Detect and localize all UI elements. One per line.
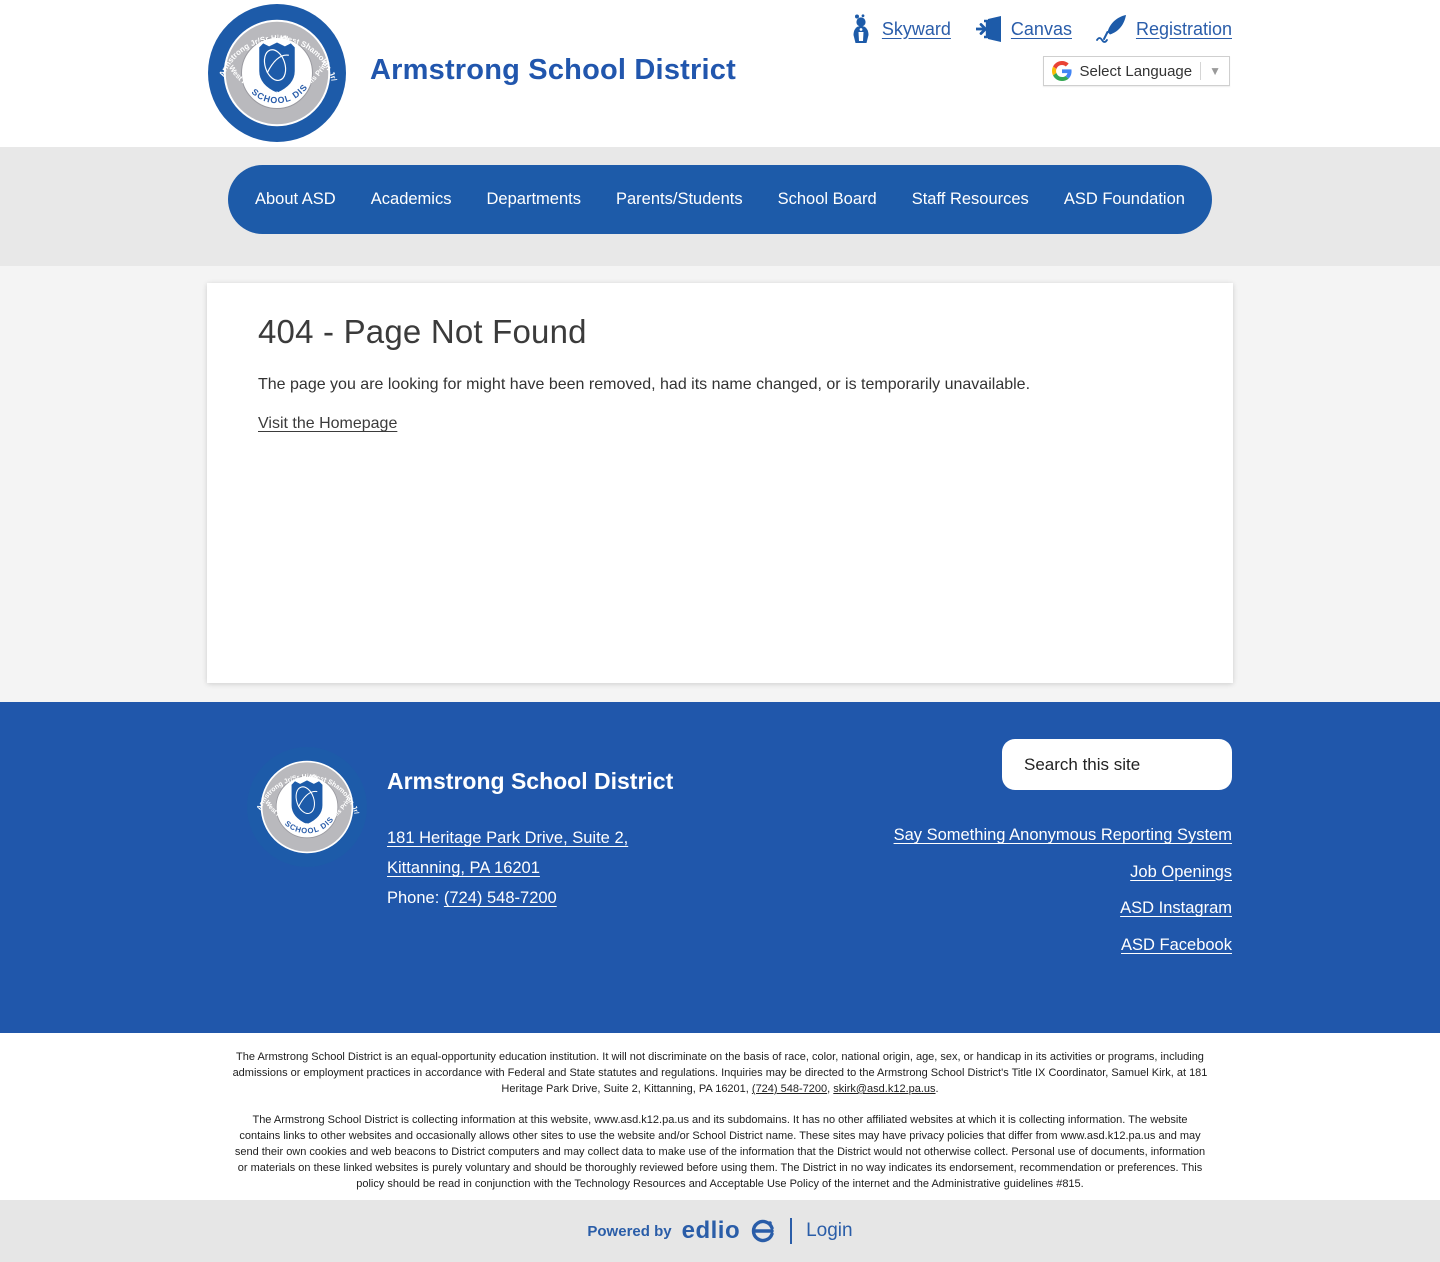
- site-footer: [0, 702, 1440, 1033]
- canvas-link-label: Canvas: [1010, 18, 1072, 39]
- nav-strip: [0, 147, 1440, 266]
- footer-link-say-something[interactable]: Say Something Anonymous Reporting System: [893, 826, 1232, 844]
- legal-email-link[interactable]: skirk@asd.k12.pa.us: [833, 1083, 936, 1095]
- bottom-bar-divider: [790, 1218, 792, 1244]
- nav-item-about-asd[interactable]: About ASD: [255, 190, 336, 208]
- footer-links: [894, 826, 1232, 972]
- legal-p1-end: .: [935, 1083, 939, 1095]
- bottom-bar: [0, 1200, 1440, 1262]
- language-selector[interactable]: [1043, 56, 1231, 86]
- legal-p1-separator: ,: [827, 1083, 834, 1095]
- language-selector-divider: [1200, 62, 1201, 80]
- footer-link-asd-instagram[interactable]: ASD Instagram: [1120, 899, 1232, 917]
- legal-paragraph-2: The Armstrong School District is collecting information at this website, www.asd.k12.pa.us and its subdomains. It has no other affiliated websites at which it is collecting information. The website contains links to other websites and occasionally allows other sites to use the website and/or School District name. These sites may have privacy policies that differ from www.asd.k12.pa.us and may send their own cookies and web beacons to District computers and may collect data to make use of the information that the District would not otherwise collect. Personal use of documents, information or materials on these linked websites is purely voluntary and should be thoroughly reviewed before using them. The District in no way indicates its endorsement, recommendation or preferences. This policy should be read in conjunction with the Technology Resources and Acceptable Use Policy of the internet and the Administrative guidelines #815.: [234, 1114, 1206, 1190]
- address-line-2-link[interactable]: Kittanning, PA 16201: [387, 859, 540, 877]
- legal-phone-link[interactable]: (724) 548-7200: [751, 1083, 828, 1095]
- legal-p1-text: The Armstrong School District is an equal-opportunity education institution. It will not discriminate on the basis of race, color, national origin, age, sex, or handicap in its activities or programs, including admissions or employment practices in accordance with Federal and State statutes and regulations. Inquiries may be directed to the Armstrong School District's Title IX Coordinator, Samuel Kirk, at 181 Heritage Park Drive, Suite 2, Kittanning, PA 16201,: [232, 1051, 1208, 1095]
- page-title: 404 - Page Not Found: [258, 313, 587, 350]
- registration-link-label: Registration: [1135, 18, 1232, 39]
- skyward-link[interactable]: [850, 14, 951, 44]
- main-background: [0, 266, 1440, 702]
- nav-item-parents-students[interactable]: Parents/Students: [616, 190, 743, 208]
- edlio-logo-icon: [750, 1218, 776, 1244]
- footer-link-job-openings[interactable]: Job Openings: [1130, 862, 1232, 881]
- footer-link-asd-facebook[interactable]: ASD Facebook: [1121, 935, 1232, 954]
- site-search: [1002, 739, 1232, 790]
- footer-info: [387, 768, 673, 913]
- legal-paragraph-1: [233, 1049, 1208, 1097]
- error-message: The page you are looking for might have been removed, had its name changed, or is temporarily unavailable.: [258, 376, 1031, 393]
- person-icon: [850, 14, 874, 44]
- footer-district-name: Armstrong School District: [387, 768, 674, 794]
- powered-by-label: Powered by: [587, 1222, 672, 1240]
- language-selector-label: Select Language: [1079, 62, 1193, 80]
- nav-item-school-board[interactable]: School Board: [777, 190, 877, 208]
- login-link[interactable]: Login: [806, 1220, 853, 1241]
- phone-label: Phone:: [387, 889, 444, 907]
- district-seal-logo-footer: [247, 747, 367, 867]
- chevron-down-icon: ▼: [1209, 64, 1221, 78]
- door-arrow-icon: [975, 15, 1003, 43]
- site-title: Armstrong School District: [370, 54, 736, 86]
- edlio-brand[interactable]: edlio: [681, 1217, 741, 1244]
- nav-item-asd-foundation[interactable]: ASD Foundation: [1063, 190, 1185, 208]
- header-quick-links: [850, 14, 1232, 44]
- search-input[interactable]: [1002, 739, 1232, 790]
- footer-address: [387, 823, 673, 883]
- district-seal-logo[interactable]: [208, 4, 346, 142]
- main-navigation: [228, 165, 1212, 234]
- phone-number-link[interactable]: (724) 548-7200: [443, 889, 557, 907]
- canvas-link[interactable]: [975, 15, 1072, 43]
- registration-link[interactable]: [1096, 14, 1232, 44]
- google-icon: [1052, 61, 1072, 81]
- address-line-1-link[interactable]: 181 Heritage Park Drive, Suite 2,: [387, 829, 629, 847]
- nav-item-departments[interactable]: Departments: [486, 190, 581, 208]
- legal-section: [0, 1033, 1440, 1200]
- nav-item-academics[interactable]: Academics: [370, 190, 452, 208]
- quill-icon: [1096, 14, 1128, 44]
- site-header: [0, 0, 1440, 147]
- visit-homepage-link[interactable]: Visit the Homepage: [258, 415, 398, 432]
- nav-item-staff-resources[interactable]: Staff Resources: [911, 190, 1029, 208]
- skyward-link-label: Skyward: [881, 18, 951, 39]
- content-card: [207, 283, 1233, 683]
- footer-phone: [387, 883, 673, 913]
